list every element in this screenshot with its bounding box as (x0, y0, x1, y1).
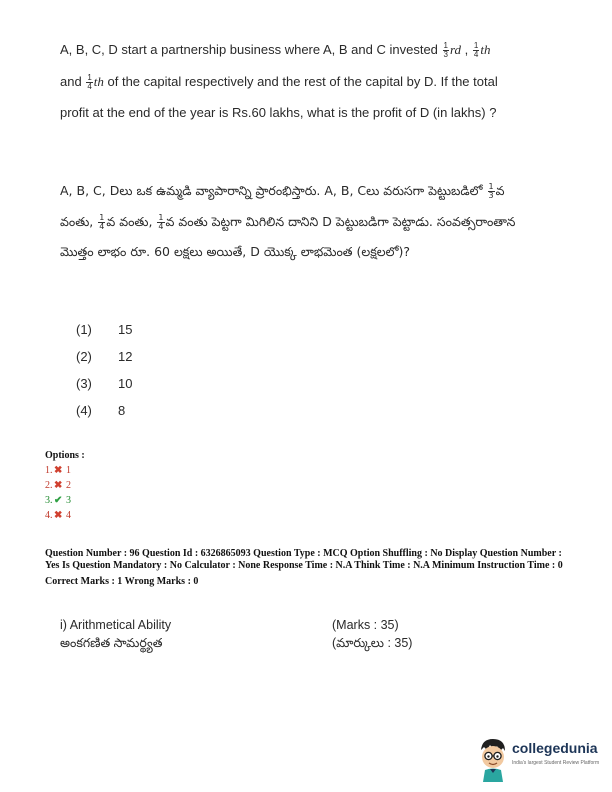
collegedunia-logo (476, 736, 606, 784)
choice-1: (1) 15 (76, 322, 133, 337)
fraction-one-third: $\frac{1}{3}$ (443, 41, 448, 60)
brand-tagline: India's largest Student Review Platform (512, 760, 600, 766)
question-text-1: A, B, C, D start a partnership business where A, B and C invested (60, 42, 442, 57)
fraction-one-fourth: $\frac{1}{4}$ (473, 41, 479, 60)
option-2: 2. ✖ 2 (45, 480, 71, 491)
telugu-text-3: వ వంతు, (106, 213, 157, 229)
question-metadata (45, 548, 575, 588)
option-3: 3. ✔ 3 (45, 495, 71, 506)
section-title-en: i) Arithmetical Ability (60, 618, 172, 632)
telugu-text-4: వ వంతు పెట్టగా మిగిలిన దానిని D పెట్టుబడిగా పెట్టాడు. సంవత్సరాంతాన మొత్తం లాభం రూ. 60 లక్షలు అయితే, D యొక్క లాభమెంత (లక్షలలో)? (60, 213, 516, 259)
section-marks-te: (మార్కులు : 35) (332, 636, 413, 650)
option-1: 1. ✖ 1 (45, 465, 71, 476)
cross-icon: ✖ (54, 510, 63, 521)
options-title: Options : (45, 450, 85, 461)
telugu-fraction-1: $\frac{1}{3}$ (488, 182, 494, 200)
separator: , (461, 42, 472, 57)
section-marks-en: (Marks : 35) (332, 618, 399, 632)
mascot-icon (476, 736, 510, 782)
section-header (60, 616, 480, 652)
telugu-text-2: వ వంతు, (60, 183, 505, 229)
ordinal-th-2: th (93, 73, 104, 89)
section-title-te: అంకగణిత సామర్థ్యత (60, 636, 163, 650)
answer-choices (76, 320, 132, 428)
ordinal-rd: rd (449, 42, 462, 57)
options-key (45, 449, 85, 523)
brand-name: collegedunia (512, 740, 598, 756)
question-english (60, 34, 515, 129)
question-telugu (60, 176, 520, 268)
metadata-line: Question Number : 96 Question Id : 6326865093 Question Type : MCQ Option Shuffling : No Display Question Number : Yes Is Question Mandatory : No Calculator : None Response Time : N.A Think Time : N.A Minimum Instruction Time : 0 (45, 548, 563, 571)
telugu-text-1: A, B, C, Dలు ఒక ఉమ్మడి వ్యాపారాన్ని ప్రారంభిస్తారు. A, B, Cలు వరుసగా పెట్టుబడిలో (60, 183, 487, 198)
and-word: and (60, 73, 86, 89)
telugu-fraction-3: $\frac{1}{4}$ (158, 212, 164, 231)
marks-line: Correct Marks : 1 Wrong Marks : 0 (45, 576, 199, 587)
cross-icon: ✖ (54, 480, 63, 491)
choice-3: (3) 10 (76, 376, 133, 391)
question-text-2: of the capital respectively and the rest of the capital by D. If the total profit at the end of the year is Rs.60 lakhs, what is the profit of D (in lakhs) ? (60, 73, 498, 120)
fraction-one-fourth-2: $\frac{1}{4}$ (87, 72, 92, 91)
choice-2: (2) 12 (76, 349, 133, 364)
option-4: 4. ✖ 4 (45, 510, 71, 521)
telugu-fraction-2: $\frac{1}{4}$ (99, 212, 105, 231)
choice-4: (4) 8 (76, 403, 126, 418)
cross-icon: ✖ (54, 465, 63, 476)
ordinal-th: th (480, 42, 491, 57)
check-icon: ✔ (54, 495, 63, 506)
